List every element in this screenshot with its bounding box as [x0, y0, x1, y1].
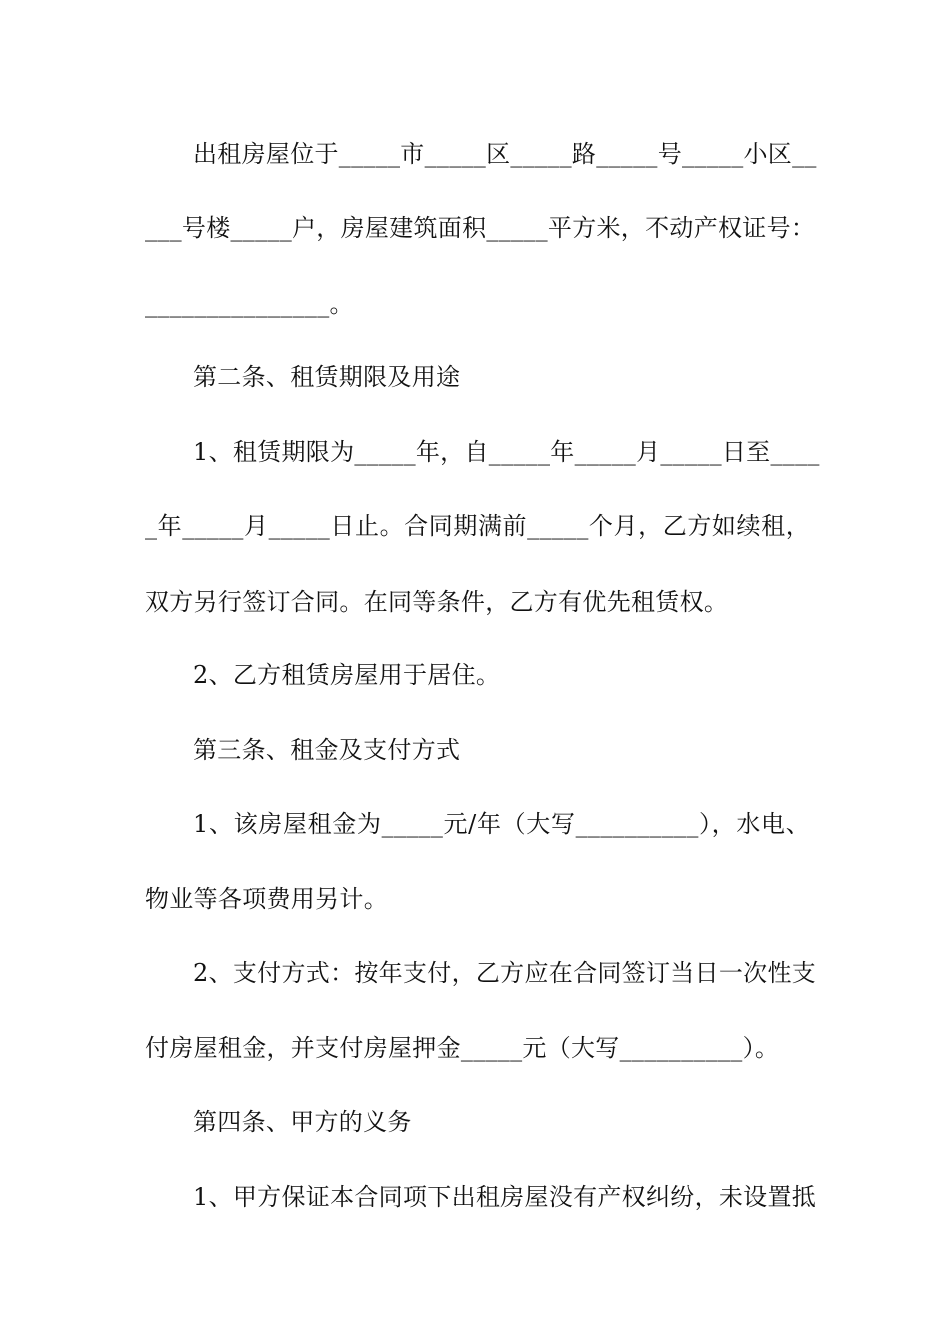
term-line-1: 1、租赁期限为_____年，自_____年_____月_____日至____ — [193, 438, 820, 466]
clause-location-line-1: 出租房屋位于_____市_____区_____路_____号_____小区__ — [193, 140, 817, 168]
clause-location-line-3: _______________。 — [145, 290, 354, 318]
rent-line-2: 物业等各项费用另计。 — [145, 885, 388, 913]
section-heading-article-4: 第四条、甲方的义务 — [193, 1108, 412, 1136]
obligation-line-1: 1、甲方保证本合同项下出租房屋没有产权纠纷，未设置抵 — [193, 1183, 817, 1211]
section-heading-article-3: 第三条、租金及支付方式 — [193, 736, 461, 764]
payment-line-2: 付房屋租金，并支付房屋押金_____元（大写__________）。 — [145, 1034, 780, 1062]
term-line-3: 双方另行签订合同。在同等条件，乙方有优先租赁权。 — [145, 588, 729, 616]
payment-line-1: 2、支付方式：按年支付，乙方应在合同签订当日一次性支 — [193, 959, 817, 987]
usage-line: 2、乙方租赁房屋用于居住。 — [193, 661, 501, 689]
section-heading-article-2: 第二条、租赁期限及用途 — [193, 363, 461, 391]
clause-location-line-2: ___号楼_____户，房屋建筑面积_____平方米，不动产权证号： — [145, 214, 816, 242]
term-line-2: _年_____月_____日止。合同期满前_____个月，乙方如续租， — [145, 512, 810, 540]
rent-line-1: 1、该房屋租金为_____元/年（大写__________），水电、 — [193, 810, 810, 838]
